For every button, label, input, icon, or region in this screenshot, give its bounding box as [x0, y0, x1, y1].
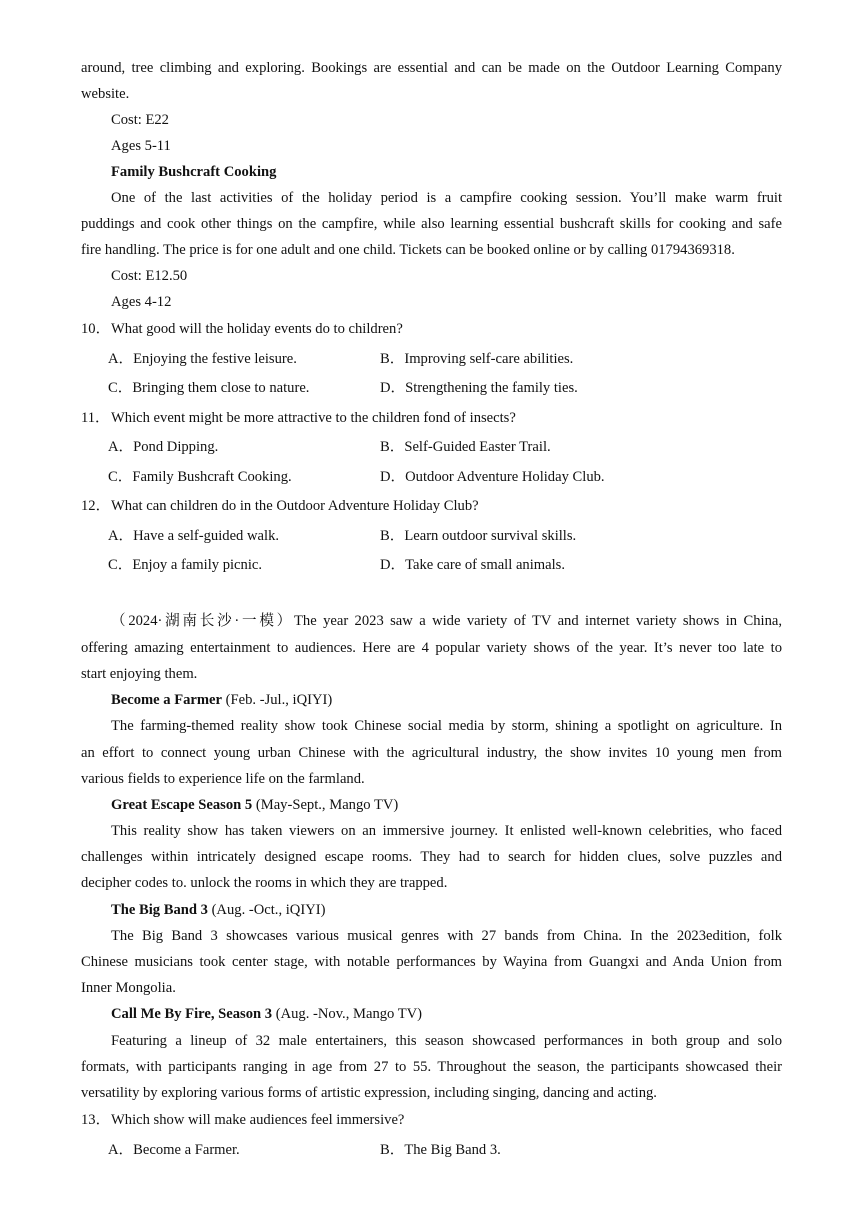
paragraph-line: This reality show has taken viewers on an immersive journey. It enlisted well-known celebrities, who faced — [111, 823, 782, 839]
question-text: Which show will make audiences feel immersive? — [111, 1112, 405, 1128]
option-c: C．Family Bushcraft Cooking. — [108, 469, 292, 485]
option-d: D．Strengthening the family ties. — [380, 380, 578, 396]
show-meta: (Feb. -Jul., iQIYI) — [222, 692, 333, 708]
question-text: What good will the holiday events do to children? — [111, 321, 403, 337]
question-number: 12． — [81, 498, 111, 514]
question-number: 11． — [81, 410, 110, 426]
option-d: D．Outdoor Adventure Holiday Club. — [380, 469, 605, 485]
paragraph-line: The Big Band 3 showcases various musical genres with 27 bands from China. In the 2023edition, folk — [111, 928, 782, 944]
option-a: A．Have a self-guided walk. — [108, 528, 280, 544]
show-title: Call Me By Fire, Season 3 — [111, 1006, 273, 1022]
show-meta: (Aug. -Oct., iQIYI) — [207, 902, 326, 918]
show-title: The Big Band 3 — [111, 902, 208, 918]
question-text: Which event might be more attractive to the children fond of insects? — [111, 410, 516, 426]
question-number: 13． — [81, 1112, 111, 1128]
option-b: B．Learn outdoor survival skills. — [380, 528, 577, 544]
ages-line: Ages 4-12 — [111, 294, 172, 310]
paragraph-line: puddings and cook other things on the campfire, while also learning essential bushcraft skills for cooking and safe — [81, 216, 782, 232]
paragraph-line: versatility by exploring various forms of artistic expression, including singing, dancing and acting. — [81, 1085, 657, 1101]
show-heading — [111, 690, 332, 710]
show-title: Great Escape Season 5 — [111, 797, 253, 813]
paragraph-line: formats, with participants ranging in age from 27 to 55. Throughout the season, the participants showcased their — [81, 1059, 782, 1075]
paragraph-line: website. — [81, 86, 130, 102]
option-c: C．Bringing them close to nature. — [108, 380, 310, 396]
passage-intro-line: start enjoying them. — [81, 666, 198, 682]
paragraph-line: various fields to experience life on the farmland. — [81, 771, 365, 787]
option-b: B．Self-Guided Easter Trail. — [380, 439, 551, 455]
option-a: A．Become a Farmer. — [108, 1142, 240, 1158]
paragraph-line: fire handling. The price is for one adult and one child. Tickets can be booked online or by calling 01794369318. — [81, 242, 735, 258]
question-number: 10． — [81, 321, 111, 337]
passage-intro-line: offering amazing entertainment to audiences. Here are 4 popular variety shows of the year. It’s never too late to — [81, 640, 782, 656]
option-c: C．Enjoy a family picnic. — [108, 557, 263, 573]
paragraph-line: Inner Mongolia. — [81, 980, 176, 996]
option-a: A．Enjoying the festive leisure. — [108, 351, 297, 367]
option-b: B．The Big Band 3. — [380, 1142, 501, 1158]
option-b: B．Improving self-care abilities. — [380, 351, 574, 367]
question-text: What can children do in the Outdoor Adventure Holiday Club? — [111, 498, 479, 514]
show-heading — [111, 1004, 422, 1024]
paragraph-line: challenges within intricately designed escape rooms. They had to search for hidden clues, solve puzzles and — [81, 849, 782, 865]
show-meta: (May-Sept., Mango TV) — [252, 797, 399, 813]
show-meta: (Aug. -Nov., Mango TV) — [272, 1006, 423, 1022]
paragraph-line: decipher codes to. unlock the rooms in which they are trapped. — [81, 875, 448, 891]
paragraph-line: The farming-themed reality show took Chinese social media by storm, shining a spotlight on agriculture. In — [111, 718, 782, 734]
paragraph-line: Chinese musicians took center stage, with notable performances by Wayina from Guangxi and Anda Union from — [81, 954, 782, 970]
paragraph-line: Featuring a lineup of 32 male entertainers, this season showcased performances in both group and solo — [111, 1033, 782, 1049]
show-heading — [111, 900, 325, 920]
passage-intro-line: （2024·湖南长沙·一模）The year 2023 saw a wide variety of TV and internet variety shows in China, — [111, 613, 782, 629]
show-heading — [111, 795, 398, 815]
cost-line: Cost: E12.50 — [111, 268, 188, 284]
paragraph-line: an effort to connect young urban Chinese with the agricultural industry, the show invites 10 young men from — [81, 745, 782, 761]
show-title: Become a Farmer — [111, 692, 223, 708]
option-d: D．Take care of small animals. — [380, 557, 565, 573]
ages-line: Ages 5-11 — [111, 138, 171, 154]
event-title: Family Bushcraft Cooking — [111, 164, 277, 180]
cost-line: Cost: E22 — [111, 112, 169, 128]
paragraph-line: One of the last activities of the holiday period is a campfire cooking session. You’ll make warm fruit — [111, 190, 782, 206]
option-a: A．Pond Dipping. — [108, 439, 219, 455]
paragraph-line: around, tree climbing and exploring. Bookings are essential and can be made on the Outdoor Learning Company — [81, 60, 782, 76]
